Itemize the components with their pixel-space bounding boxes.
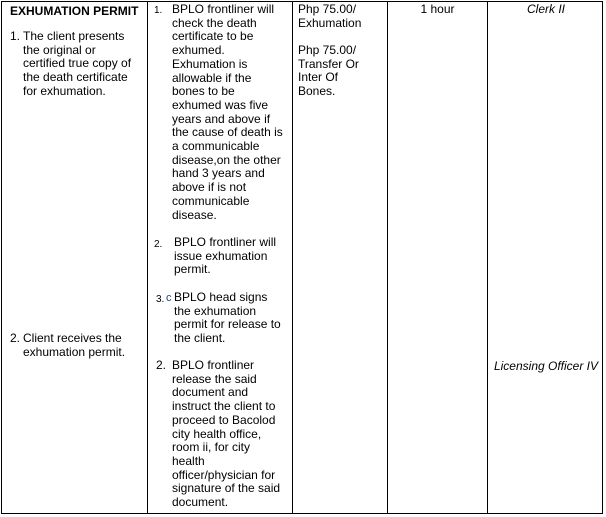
fee-transfer: Php 75.00/ Transfer Or Inter Of Bones. — [298, 43, 359, 99]
processing-time: 1 hour — [420, 2, 455, 16]
client-step-1-number: 1. — [10, 29, 21, 43]
client-steps-column — [2, 2, 148, 513]
action-step-1-text: BPLO frontliner will check the death certificate to be exhumed. Exhumation is allowable if the bones to be exhumed was five years and above if the cause of death is a communicable disease,on the other hand 3 years and above if is not communicable disease. — [172, 2, 283, 222]
action-step-4-text: BPLO frontliner release the said document and instruct the client to proceed to Bacolod city health office, room ii, for city health officer/physician for signature of the said document. — [172, 358, 281, 510]
fees-column — [293, 2, 388, 513]
action-step-2-text: BPLO frontliner will issue exhumation permit. — [174, 235, 277, 277]
action-step-4-number: 2. — [156, 358, 167, 372]
client-step-2-text: Client receives the exhumation permit. — [23, 331, 126, 359]
agency-actions-column — [148, 2, 293, 513]
processing-time-column — [388, 2, 488, 513]
action-step-2-number: 2. — [154, 239, 163, 250]
fee-exhumation: Php 75.00/ Exhumation — [298, 2, 362, 30]
action-step-3-mark: c — [166, 292, 172, 304]
action-step-3-text: BPLO head signs the exhumation permit for release to the client. — [174, 290, 281, 346]
exhumation-permit-table — [1, 1, 603, 514]
action-step-3-number: 3. — [156, 294, 165, 305]
responsible-person-2: Licensing Officer IV — [493, 359, 599, 373]
service-title: EXHUMATION PERMIT — [10, 4, 139, 18]
responsible-person-1: Clerk II — [526, 2, 565, 16]
client-step-2-number: 2. — [10, 331, 21, 345]
action-step-1-number: 1. — [154, 5, 163, 16]
client-step-1-text: The client presents the original or certified true copy of the death certificate for exhumation. — [23, 29, 132, 98]
responsible-person-column — [488, 2, 604, 513]
